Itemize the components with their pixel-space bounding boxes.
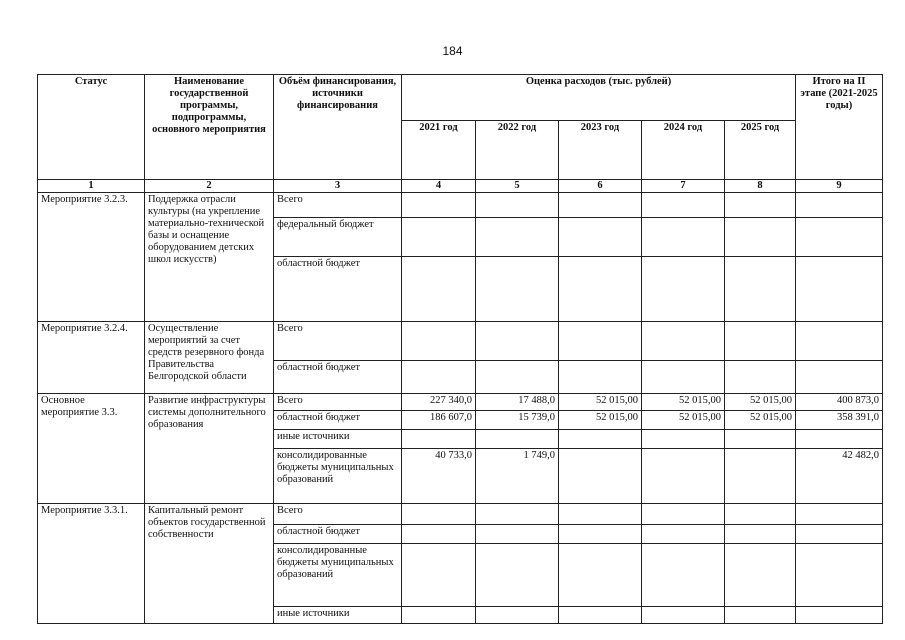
row-year-value (642, 218, 725, 257)
column-number: 7 (642, 180, 725, 193)
header-year-2023: 2023 год (559, 121, 642, 180)
row-year-value (476, 257, 559, 322)
column-number: 4 (402, 180, 476, 193)
row-year-value (725, 607, 796, 624)
row-year-value: 52 015,00 (559, 411, 642, 430)
row-year-value (642, 361, 725, 394)
table-row (38, 322, 883, 361)
row-year-value (476, 504, 559, 525)
header-total: Итого на II этапе (2021-2025 годы) (796, 75, 883, 180)
header-row-top (38, 75, 883, 121)
row-year-value (642, 193, 725, 218)
row-year-value: 40 733,0 (402, 449, 476, 504)
row-year-value: 1 749,0 (476, 449, 559, 504)
row-source: Всего (274, 193, 402, 218)
row-year-value (476, 544, 559, 607)
row-total-value (796, 607, 883, 624)
row-year-value (559, 525, 642, 544)
table-row (38, 193, 883, 218)
row-year-value (642, 257, 725, 322)
row-year-value: 186 607,0 (402, 411, 476, 430)
row-source: Всего (274, 504, 402, 525)
column-number: 8 (725, 180, 796, 193)
row-source: консолидированные бюджеты муниципальных образований (274, 449, 402, 504)
row-source: областной бюджет (274, 525, 402, 544)
row-year-value: 15 739,0 (476, 411, 559, 430)
row-year-value (725, 361, 796, 394)
row-year-value (559, 607, 642, 624)
row-year-value (402, 361, 476, 394)
row-total-value (796, 544, 883, 607)
row-year-value (402, 193, 476, 218)
row-year-value (559, 361, 642, 394)
row-year-value: 52 015,00 (725, 394, 796, 411)
row-source: областной бюджет (274, 257, 402, 322)
row-total-value (796, 361, 883, 394)
row-status: Основное мероприятие 3.3. (38, 394, 145, 504)
row-year-value: 52 015,00 (642, 411, 725, 430)
header-year-2025: 2025 год (725, 121, 796, 180)
row-year-value (402, 257, 476, 322)
row-year-value (476, 193, 559, 218)
column-number: 9 (796, 180, 883, 193)
row-year-value (559, 449, 642, 504)
row-total-value (796, 430, 883, 449)
row-year-value (725, 218, 796, 257)
row-year-value (642, 607, 725, 624)
row-source: иные источники (274, 607, 402, 624)
budget-table (37, 74, 883, 624)
row-status: Мероприятие 3.2.3. (38, 193, 145, 322)
header-estimate: Оценка расходов (тыс. рублей) (402, 75, 796, 121)
row-year-value (725, 449, 796, 504)
table-body (38, 193, 883, 624)
row-total-value: 358 391,0 (796, 411, 883, 430)
header-status: Статус (38, 75, 145, 180)
row-year-value (559, 322, 642, 361)
row-year-value (642, 504, 725, 525)
row-year-value (476, 218, 559, 257)
row-year-value (559, 430, 642, 449)
column-number-row (38, 180, 883, 193)
row-year-value: 52 015,00 (559, 394, 642, 411)
header-year-2024: 2024 год (642, 121, 725, 180)
row-year-value (725, 193, 796, 218)
row-year-value (559, 218, 642, 257)
row-year-value (402, 544, 476, 607)
header-volume: Объём финансирования, источники финансирования (274, 75, 402, 180)
row-year-value (476, 322, 559, 361)
row-source: Всего (274, 394, 402, 411)
row-year-value (476, 430, 559, 449)
row-name: Поддержка отрасли культуры (на укрепление материально-технической базы и оснащение оборудованием детских школ искусств) (145, 193, 274, 322)
table-row (38, 504, 883, 525)
row-year-value (476, 361, 559, 394)
column-number: 5 (476, 180, 559, 193)
row-year-value (642, 430, 725, 449)
row-year-value: 52 015,00 (725, 411, 796, 430)
row-source: иные источники (274, 430, 402, 449)
row-year-value (559, 257, 642, 322)
row-source: Всего (274, 322, 402, 361)
page-number: 184 (442, 44, 463, 58)
row-year-value (642, 544, 725, 607)
row-year-value (476, 607, 559, 624)
row-source: федеральный бюджет (274, 218, 402, 257)
row-name: Капитальный ремонт объектов государственной собственности (145, 504, 274, 624)
row-total-value (796, 504, 883, 525)
header-name: Наименование государственной программы, подпрограммы, основного мероприятия (145, 75, 274, 180)
row-year-value (642, 449, 725, 504)
row-source: областной бюджет (274, 361, 402, 394)
row-total-value: 400 873,0 (796, 394, 883, 411)
row-year-value (559, 544, 642, 607)
row-total-value: 42 482,0 (796, 449, 883, 504)
row-year-value (559, 504, 642, 525)
row-year-value (402, 430, 476, 449)
row-year-value (642, 322, 725, 361)
row-year-value (402, 218, 476, 257)
row-name: Осуществление мероприятий за счет средств резервного фонда Правительства Белгородской области (145, 322, 274, 394)
row-year-value (725, 504, 796, 525)
row-source: областной бюджет (274, 411, 402, 430)
row-total-value (796, 322, 883, 361)
row-status: Мероприятие 3.2.4. (38, 322, 145, 394)
column-number: 2 (145, 180, 274, 193)
row-year-value: 17 488,0 (476, 394, 559, 411)
row-year-value (725, 257, 796, 322)
row-total-value (796, 193, 883, 218)
row-year-value (559, 193, 642, 218)
row-total-value (796, 257, 883, 322)
row-year-value (642, 525, 725, 544)
row-year-value (402, 607, 476, 624)
row-year-value: 52 015,00 (642, 394, 725, 411)
row-year-value (725, 525, 796, 544)
row-status: Мероприятие 3.3.1. (38, 504, 145, 624)
header-year-2022: 2022 год (476, 121, 559, 180)
column-number: 1 (38, 180, 145, 193)
row-total-value (796, 218, 883, 257)
row-name: Развитие инфраструктуры системы дополнительного образования (145, 394, 274, 504)
row-year-value: 227 340,0 (402, 394, 476, 411)
row-year-value (476, 525, 559, 544)
row-year-value (402, 322, 476, 361)
header-year-2021: 2021 год (402, 121, 476, 180)
row-year-value (725, 322, 796, 361)
row-year-value (725, 544, 796, 607)
column-number: 6 (559, 180, 642, 193)
row-year-value (402, 504, 476, 525)
table-row (38, 394, 883, 411)
row-source: консолидированные бюджеты муниципальных образований (274, 544, 402, 607)
row-year-value (725, 430, 796, 449)
row-year-value (402, 525, 476, 544)
column-number: 3 (274, 180, 402, 193)
row-total-value (796, 525, 883, 544)
